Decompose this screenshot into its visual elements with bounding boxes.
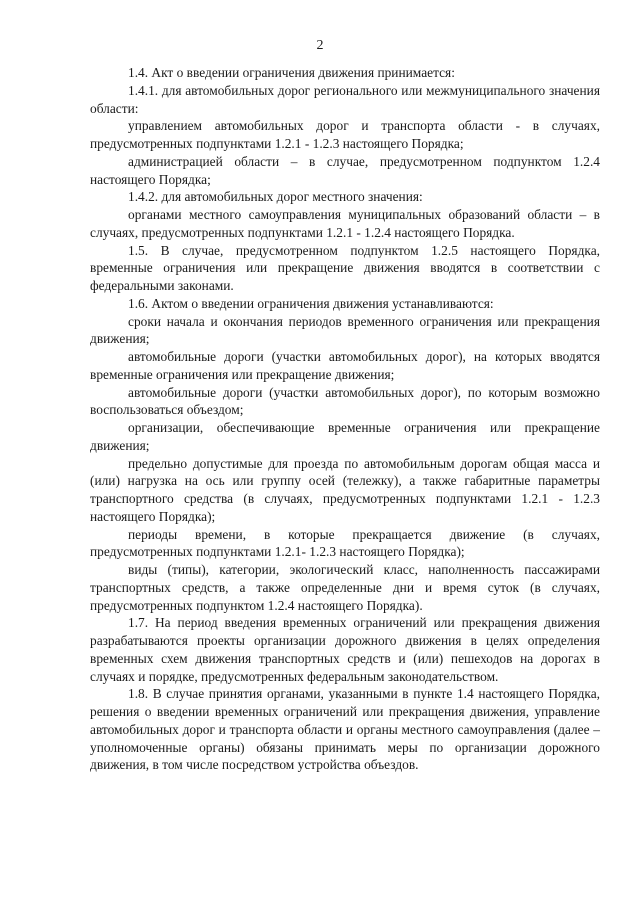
paragraph-road-department: управлением автомобильных дорог и транспорта области - в случаях, предусмотренных подпунктами 1.2.1 - 1.2.3 настоящего Порядка; bbox=[90, 118, 600, 151]
paragraph-restricted-roads: автомобильные дороги (участки автомобильных дорог), на которых вводятся временные ограничения или прекращение движения; bbox=[90, 349, 600, 382]
paragraph-detour-roads: автомобильные дороги (участки автомобильных дорог), по которым возможно воспользоваться объездом; bbox=[90, 384, 600, 418]
paragraph-vehicle-types: виды (типы), категории, экологический класс, наполненность пассажирами транспортных средств, а также определенные дни и время суток (в случаях, предусмотренных подпунктом 1.2.4 настоящего Порядка). bbox=[90, 562, 600, 613]
paragraph-organizations: организации, обеспечивающие временные ограничения или прекращение движения; bbox=[90, 420, 600, 453]
paragraph-1-8: 1.8. В случае принятия органами, указанными в пункте 1.4 настоящего Порядка, решения о введении временных ограничений или прекращения движения, управление автомобильных дорог и транспорта области и органы местного самоуправления (далее – уполномоченные органы) обязаны принимать меры по организации дорожного движения, в том числе посредством устройства объездов. bbox=[90, 686, 600, 773]
page-number: 2 bbox=[316, 38, 324, 53]
paragraph-periods: сроки начала и окончания периодов временного ограничения или прекращения движения; bbox=[90, 313, 600, 347]
paragraph-region-administration: администрацией области – в случае, предусмотренном подпунктом 1.2.4 настоящего Порядка; bbox=[90, 153, 600, 187]
paragraph-1-4-2: 1.4.2. для автомобильных дорог местного значения: bbox=[128, 189, 423, 205]
paragraph-time-periods: периоды времени, в которые прекращается движение (в случаях, предусмотренных подпунктами 1.2.1- 1.2.3 настоящего Порядка); bbox=[90, 526, 600, 560]
paragraph-1-4: 1.4. Акт о введении ограничения движения принимается: bbox=[128, 65, 455, 80]
paragraph-max-weight: предельно допустимые для проезда по автомобильным дорогам общая масса и (или) нагрузка на ось или группу осей (тележку), а также габаритные параметры транспортного средства (в случаях, предусмотренных подпунктами 1.2.1 - 1.2.3 настоящего Порядка); bbox=[90, 455, 600, 524]
document-body bbox=[90, 64, 600, 774]
paragraph-1-7: 1.7. На период введения временных ограничений или прекращения движения разрабатываются проекты организации дорожного движения в целях определения временных схем движения транспортных средств и (или) пешеходов на дорогах в случаях и порядке, предусмотренных федеральным законодательством. bbox=[90, 615, 600, 684]
paragraph-1-4-1: 1.4.1. для автомобильных дорог регионального или межмуниципального значения области: bbox=[90, 82, 600, 116]
paragraph-1-6: 1.6. Актом о введении ограничения движения устанавливаются: bbox=[128, 295, 494, 311]
paragraph-1-5: 1.5. В случае, предусмотренном подпунктом 1.2.5 настоящего Порядка, временные ограничения или прекращение движения вводятся в соответствии с федеральными законами. bbox=[90, 242, 600, 293]
paragraph-local-authorities: органами местного самоуправления муниципальных образований области – в случаях, предусмотренных подпунктами 1.2.1 - 1.2.4 настоящего Порядка. bbox=[90, 207, 600, 240]
